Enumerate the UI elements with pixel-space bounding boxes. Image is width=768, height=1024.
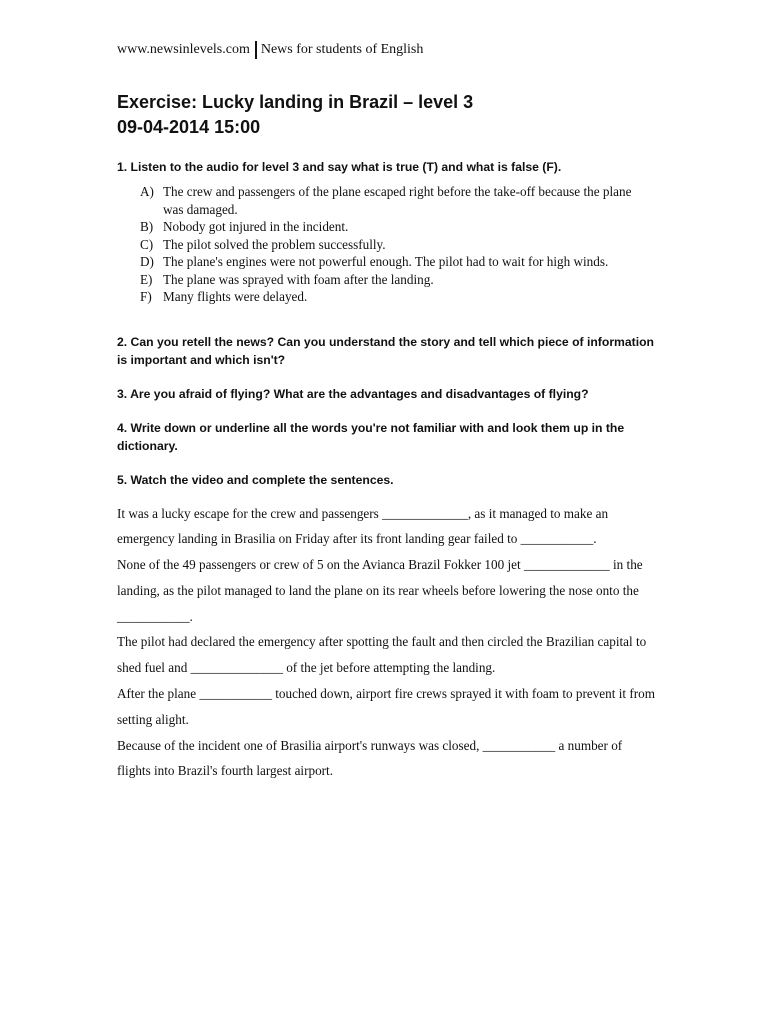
option-letter: D) bbox=[140, 254, 154, 269]
option-item bbox=[140, 288, 657, 306]
option-letter: A) bbox=[140, 184, 154, 199]
option-text: Nobody got injured in the incident. bbox=[163, 219, 349, 234]
site-url: www.newsinlevels.com bbox=[117, 42, 250, 57]
option-text: The pilot solved the problem successfully. bbox=[163, 236, 386, 252]
story-paragraph: After the plane ___________ touched down, airport fire crews sprayed it with foam to prevent it from setting alight. bbox=[117, 686, 655, 727]
question-2: 2. Can you retell the news? Can you understand the story and tell which piece of information is important and which isn't? bbox=[117, 334, 655, 367]
question-4: 4. Write down or underline all the words you're not familiar with and look them up in the dictionary. bbox=[117, 420, 625, 453]
story-paragraph: The pilot had declared the emergency after spotting the fault and then circled the Brazilian capital to shed fuel and ______________ of the jet before attempting the landing. bbox=[117, 634, 647, 676]
exercise-title bbox=[117, 90, 657, 140]
exercise-date: 09-04-2014 15:00 bbox=[117, 117, 261, 137]
story-paragraph: It was a lucky escape for the crew and passengers _____________, as it managed to make an emergency landing in Brasilia on Friday after its front landing gear failed to ___________. bbox=[117, 505, 609, 547]
option-item bbox=[140, 271, 657, 289]
question-3: 3. Are you afraid of flying? What are the advantages and disadvantages of flying? bbox=[117, 386, 589, 401]
site-tagline: News for students of English bbox=[260, 42, 424, 57]
story-paragraph: Because of the incident one of Brasilia airport's runways was closed, ___________ a number of flights into Brazil's fourth largest airport. bbox=[117, 737, 623, 779]
option-letter: B) bbox=[140, 219, 154, 234]
story-paragraph: None of the 49 passengers or crew of 5 on the Avianca Brazil Fokker 100 jet _____________ in the landing, as the pilot managed to land the plane on its rear wheels before lowering the nose onto the ___________. bbox=[117, 557, 643, 624]
worksheet-page bbox=[117, 40, 657, 784]
gap-fill-story bbox=[117, 501, 657, 785]
option-item bbox=[140, 218, 657, 236]
option-text: The plane was sprayed with foam after the landing. bbox=[163, 271, 434, 287]
option-item bbox=[140, 253, 657, 271]
true-false-options bbox=[140, 183, 657, 306]
option-letter: C) bbox=[140, 236, 154, 252]
page-header bbox=[117, 40, 657, 60]
option-text: Many flights were delayed. bbox=[163, 289, 308, 304]
option-item bbox=[140, 183, 657, 218]
option-item bbox=[140, 236, 657, 254]
option-letter: E) bbox=[140, 271, 153, 287]
header-divider bbox=[255, 41, 257, 59]
option-text: The plane's engines were not powerful enough. The pilot had to wait for high winds. bbox=[163, 254, 609, 269]
option-text: The crew and passengers of the plane escaped right before the take-off because the plane was damaged. bbox=[163, 184, 632, 217]
option-letter: F) bbox=[140, 289, 152, 304]
question-1: 1. Listen to the audio for level 3 and say what is true (T) and what is false (F). bbox=[117, 160, 562, 174]
question-5: 5. Watch the video and complete the sentences. bbox=[117, 472, 394, 487]
exercise-title-text: Exercise: Lucky landing in Brazil – level 3 bbox=[117, 92, 474, 112]
